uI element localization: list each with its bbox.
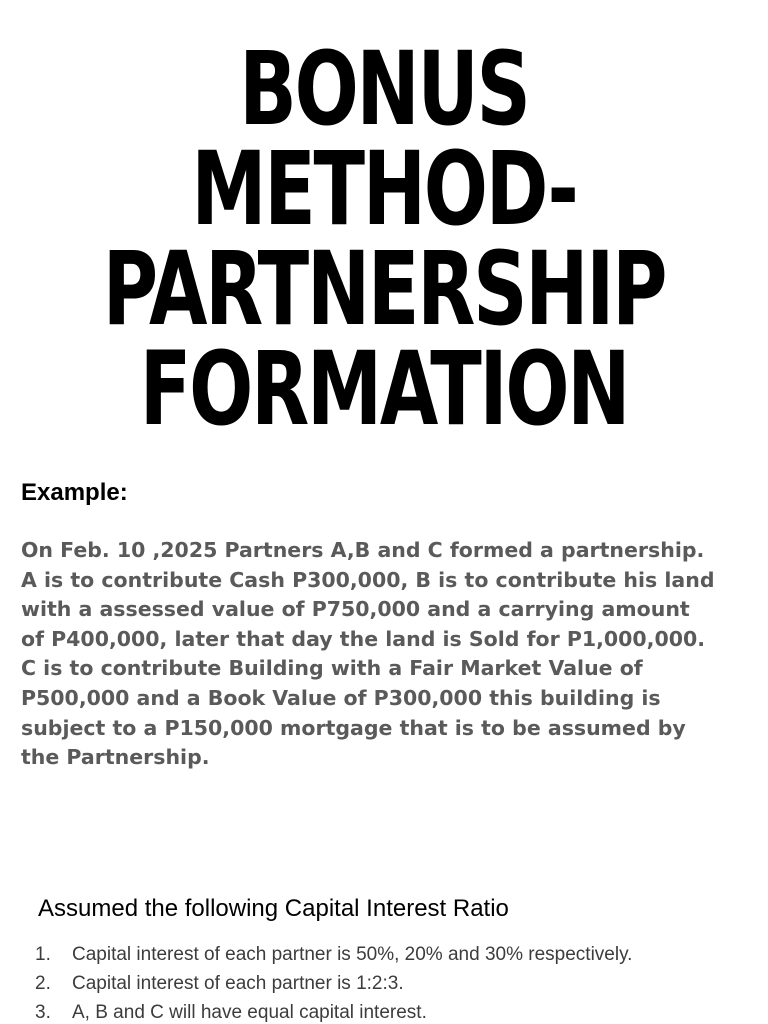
list-item bbox=[0, 998, 768, 1024]
title-line: FORMATION bbox=[139, 330, 629, 449]
example-line: On Feb. 10 ,2025 Partners A,B and C formed a partnership. bbox=[21, 538, 705, 562]
ratio-heading: Assumed the following Capital Interest Ratio bbox=[38, 895, 509, 922]
list-item bbox=[0, 969, 768, 998]
example-line: the Partnership. bbox=[21, 745, 210, 770]
example-line: P500,000 and a Book Value of P300,000 this building is bbox=[21, 685, 661, 710]
list-text: Capital interest of each partner is 1:2:3. bbox=[72, 973, 404, 994]
example-line: with a assessed value of P750,000 and a carrying amount bbox=[21, 597, 690, 622]
list-number: 1. bbox=[35, 944, 51, 965]
example-line: C is to contribute Building with a Fair Market Value of bbox=[21, 656, 643, 681]
title-line: BONUS bbox=[239, 30, 529, 149]
title-line: METHOD- bbox=[191, 130, 577, 249]
ratio-list bbox=[0, 940, 768, 1024]
example-line: of P400,000, later that day the land is Sold for P1,000,000. bbox=[21, 626, 706, 651]
list-text: Capital interest of each partner is 50%, 20% and 30% respectively. bbox=[72, 944, 633, 965]
page-title bbox=[0, 30, 768, 449]
list-number: 3. bbox=[35, 1002, 51, 1023]
title-line: PARTNERSHIP bbox=[102, 230, 666, 349]
list-item bbox=[0, 940, 768, 969]
example-heading: Example: bbox=[21, 479, 128, 506]
example-paragraph bbox=[21, 536, 751, 773]
list-text: A, B and C will have equal capital interest. bbox=[72, 1002, 427, 1023]
list-number: 2. bbox=[35, 973, 51, 994]
example-line: subject to a P150,000 mortgage that is to be assumed by bbox=[21, 715, 686, 740]
example-line: A is to contribute Cash P300,000, B is to contribute his land bbox=[21, 567, 715, 592]
